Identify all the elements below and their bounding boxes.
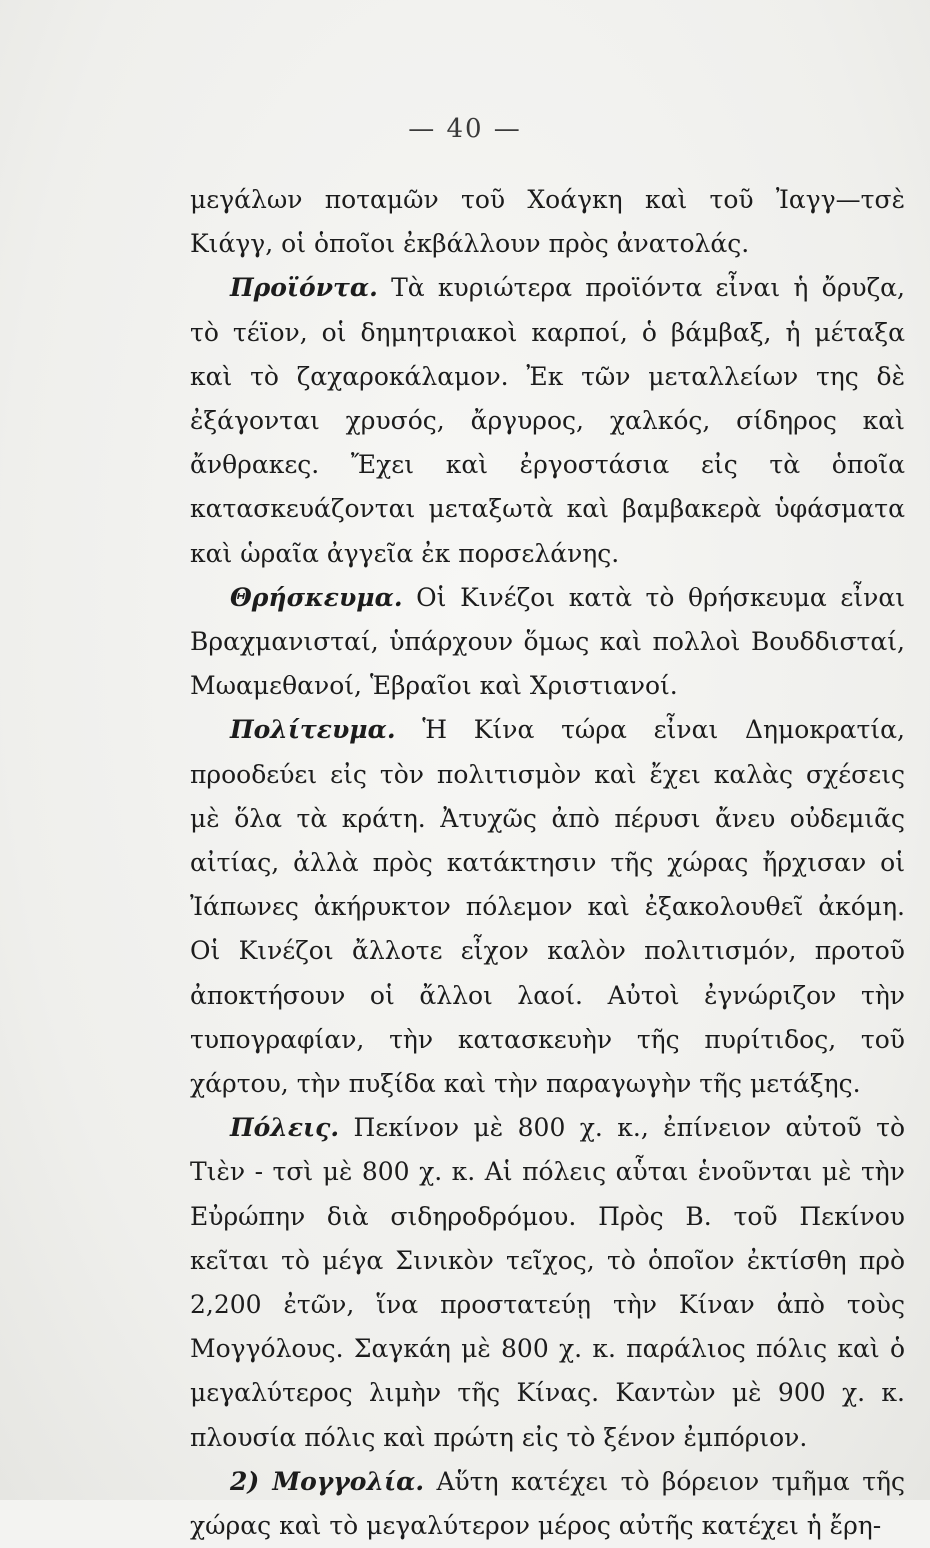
page-number: — 40 — <box>408 114 522 144</box>
paragraph-text: Τὰ κυριώτερα προϊόντα εἶναι ἡ ὄρυζα, τὸ τέϊον, οἱ δημητριακοὶ καρποί, ὁ βάμβαξ, ἡ μέταξα καὶ τὸ ζαχαροκάλαμον. Ἐκ τῶν μεταλλείων της δὲ ἐξάγονται χρυσός, ἄργυρος, χαλκός, σίδηρος καὶ ἄνθρακες. Ἔχει καὶ ἐργοστάσια εἰς τὰ ὁποῖα κατασκευάζονται μεταξωτὰ καὶ βαμβακερὰ ὑφάσματα καὶ ὡραῖα ἀγγεῖα ἐκ πορσελάνης. <box>190 273 905 568</box>
section-heading-products: Προϊόντα. <box>230 273 378 303</box>
paragraph-government <box>190 708 905 1106</box>
section-heading-mongolia: 2) Μογγολία. <box>230 1466 425 1496</box>
section-heading-cities: Πόλεις. <box>230 1113 340 1143</box>
section-heading-religion: Θρήσκευμα. <box>230 582 403 612</box>
paragraph-text: Αὕτη κατέχει τὸ βόρειον τμῆμα τῆς χώρας καὶ τὸ μεγαλύτερον μέρος αὐτῆς κατέχει ἡ ἔρη- <box>190 1466 906 1541</box>
paragraph-religion <box>190 576 905 709</box>
paragraph-mongolia <box>190 1460 905 1548</box>
paragraph-products <box>190 266 905 575</box>
body-text <box>190 178 905 1548</box>
paragraph-text: Πεκίνον μὲ 800 χ. κ., ἐπίνειον αὐτοῦ τὸ Τιὲν - τσὶ μὲ 800 χ. κ. Αἱ πόλεις αὗται ἑνοῦνται μὲ τὴν Εὐρώπην διὰ σιδηροδρόμου. Πρὸς Β. τοῦ Πεκίνου κεῖται τὸ μέγα Σινικὸν τεῖχος, τὸ ὁποῖον ἐκτίσθη πρὸ 2,200 ἐτῶν, ἵνα προστατεύῃ τὴν Κίναν ἀπὸ τοὺς Μογγόλους. Σαγκάη μὲ 800 χ. κ. παράλιος πόλις καὶ ὁ μεγαλύτερος λιμὴν τῆς Κίνας. Καντὼν μὲ 900 χ. κ. πλουσία πόλις καὶ πρώτη εἰς τὸ ξένον ἐμπόριον. <box>190 1113 906 1452</box>
paragraph-text: Οἱ Κινέζοι κατὰ τὸ θρήσκευμα εἶναι Βραχμανισταί, ὑπάρχουν ὅμως καὶ πολλοὶ Βουδδισταί, Μωαμεθανοί, Ἑβραῖοι καὶ Χριστιανοί. <box>190 582 906 701</box>
paragraph-rivers <box>190 178 905 266</box>
paragraph-text: Ἡ Κίνα τώρα εἶναι Δημοκρατία, προοδεύει εἰς τὸν πολιτισμὸν καὶ ἔχει καλὰς σχέσεις μὲ ὅλα τὰ κράτη. Ἀτυχῶς ἀπὸ πέρυσι ἄνευ οὐδεμιᾶς αἰτίας, ἀλλὰ πρὸς κατάκτησιν τῆς χώρας ἤρχισαν οἱ Ἰάπωνες ἀκήρυκτον πόλεμον καὶ ἐξακολουθεῖ ἀκόμη. Οἱ Κινέζοι ἄλλοτε εἶχον καλὸν πολιτισμόν, προτοῦ ἀποκτήσουν οἱ ἄλλοι λαοί. Αὐτοὶ ἐγνώριζον τὴν τυπογραφίαν, τὴν κατασκευὴν τῆς πυρίτιδος, τοῦ χάρτου, τὴν πυξίδα καὶ τὴν παραγωγὴν τῆς μετάξης. <box>190 715 905 1099</box>
section-heading-government: Πολίτευμα. <box>230 715 396 745</box>
paragraph-cities <box>190 1106 905 1460</box>
paragraph-text: μεγάλων ποταμῶν τοῦ Χοάγκη καὶ τοῦ Ἰαγγ—τσὲ Κιάγγ, οἱ ὁποῖοι ἐκβάλλουν πρὸς ἀνατολάς. <box>190 185 905 259</box>
